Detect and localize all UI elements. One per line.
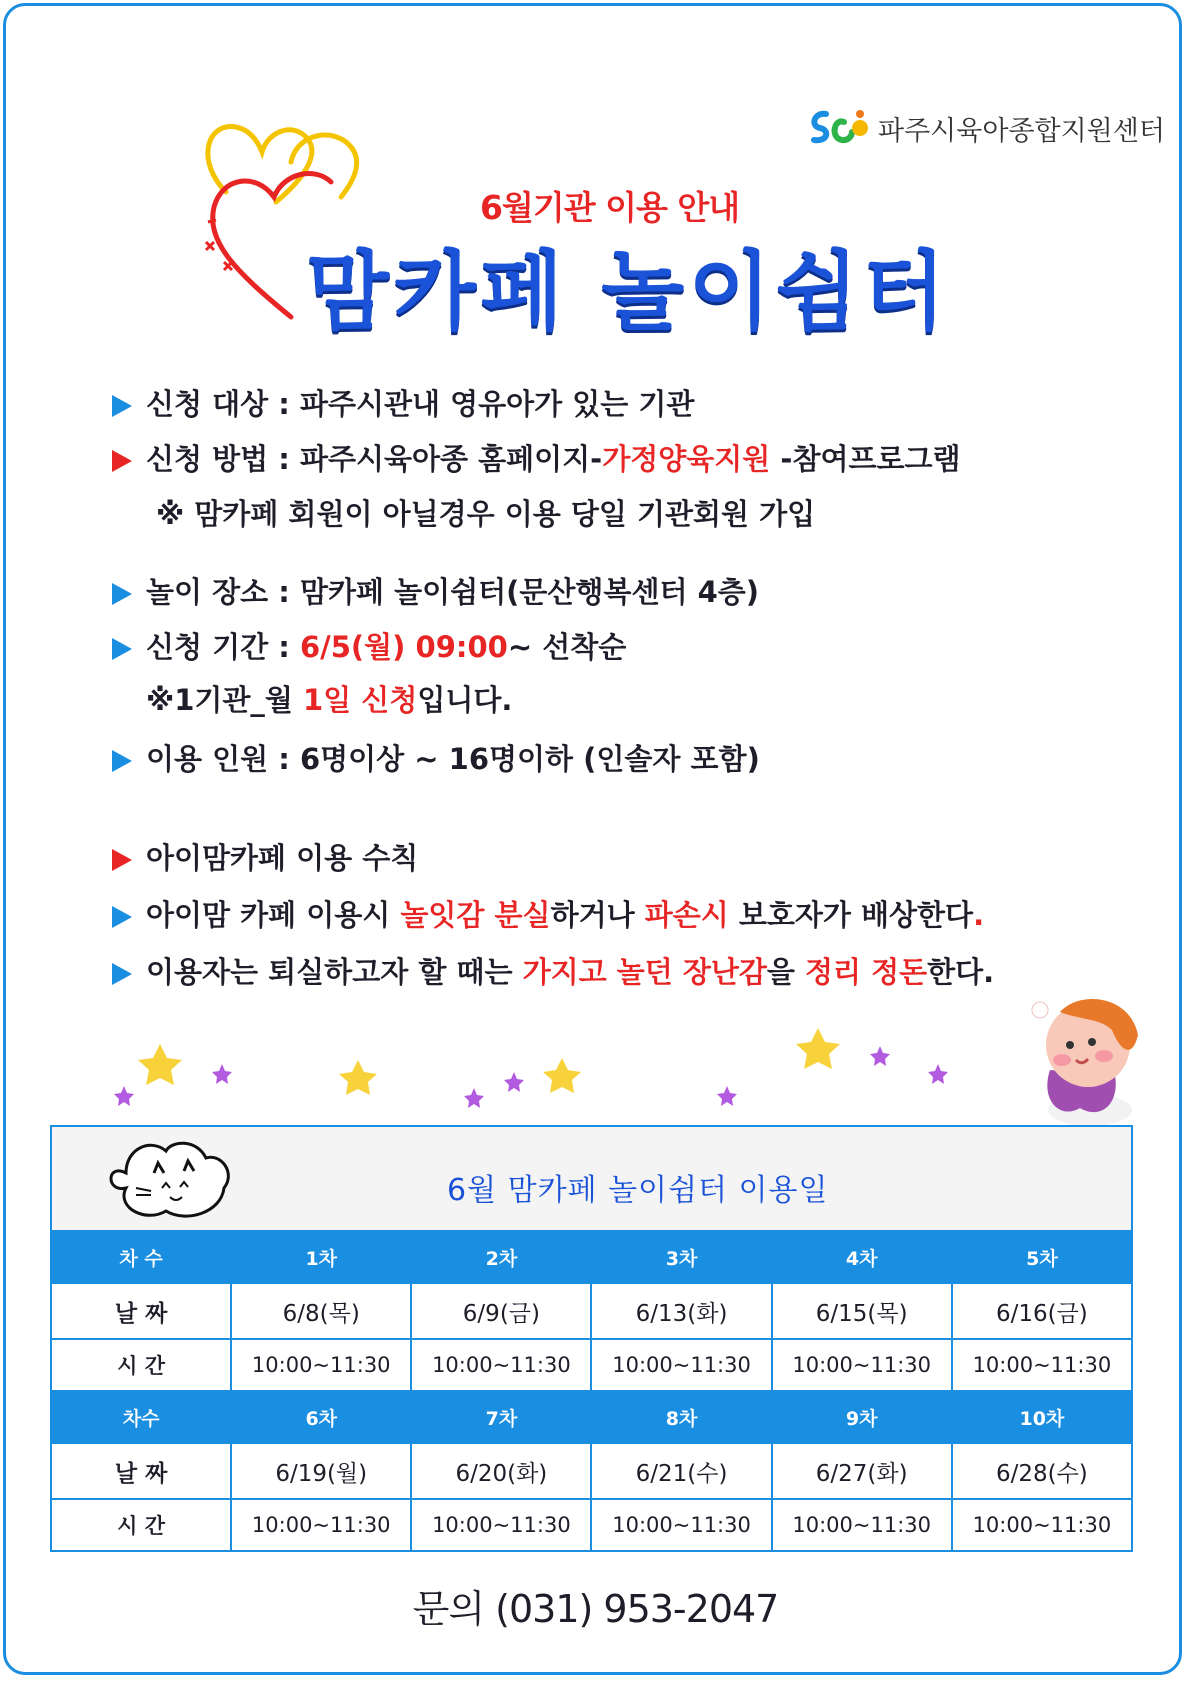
round-label: 차 수 [51, 1231, 231, 1283]
date-cell: 6/8(목) [231, 1283, 411, 1339]
date-cell: 6/16(금) [952, 1283, 1132, 1339]
blue-triangle-icon [112, 906, 132, 928]
round-cell: 3차 [591, 1231, 771, 1283]
red-triangle-icon [112, 450, 132, 472]
time-cell: 10:00~11:30 [772, 1499, 952, 1551]
round-cell: 5차 [952, 1231, 1132, 1283]
time-cell: 10:00~11:30 [231, 1339, 411, 1391]
blue-triangle-icon [112, 750, 132, 772]
blue-triangle-icon [112, 583, 132, 605]
info-place: 놀이 장소 : 맘카페 놀이쉼터(문산행복센터 4층) [112, 570, 759, 611]
schedule-caption: 6월 맘카페 놀이쉼터 이용일 [447, 1173, 829, 1208]
blue-triangle-icon [112, 963, 132, 985]
date-cell: 6/27(화) [772, 1443, 952, 1499]
date-cell: 6/20(화) [411, 1443, 591, 1499]
round-cell: 10차 [952, 1391, 1132, 1443]
center-logo [808, 108, 1165, 148]
time-cell: 10:00~11:30 [591, 1499, 771, 1551]
round-cell: 4차 [772, 1231, 952, 1283]
date-cell: 6/21(수) [591, 1443, 771, 1499]
round-cell: 9차 [772, 1391, 952, 1443]
date-cell: 6/9(금) [411, 1283, 591, 1339]
header-title: 맘카페 놀이쉼터 [306, 242, 950, 342]
time-cell: 10:00~11:30 [411, 1499, 591, 1551]
table-row [51, 1391, 1132, 1443]
header-subtitle: 6월기관 이용 안내 [480, 188, 740, 227]
table-row [51, 1283, 1132, 1339]
round-cell: 8차 [591, 1391, 771, 1443]
date-cell: 6/19(월) [231, 1443, 411, 1499]
blue-triangle-icon [112, 638, 132, 660]
time-label: 시 간 [51, 1339, 231, 1391]
info-limit: ※1기관_월 1일 신청입니다. [146, 683, 513, 717]
info-period: 신청 기간 : 6/5(월) 09:00~ 선착순 [112, 625, 626, 666]
rule-1: 아이맘 카페 이용시 놀잇감 분실하거나 파손시 보호자가 배상한다. [112, 893, 984, 934]
time-cell: 10:00~11:30 [411, 1339, 591, 1391]
info-method: 신청 방법 : 파주시육아종 홈페이지-가정양육지원 -참여프로그램 [112, 437, 961, 478]
red-triangle-icon [112, 849, 132, 871]
time-cell: 10:00~11:30 [952, 1499, 1132, 1551]
rule-2: 이용자는 퇴실하고자 할 때는 가지고 놀던 장난감을 정리 정돈한다. [112, 950, 994, 991]
cat-doodle-icon [96, 1133, 236, 1225]
contact-phone: 문의 (031) 953-2047 [412, 1587, 779, 1631]
round-cell: 7차 [411, 1391, 591, 1443]
stars-decoration [100, 1020, 960, 1120]
schedule-table [50, 1125, 1133, 1552]
info-capacity: 이용 인원 : 6명이상 ~ 16명이하 (인솔자 포함) [112, 737, 760, 778]
date-label: 날 짜 [51, 1443, 231, 1499]
center-logo-icon [808, 108, 870, 148]
time-label: 시 간 [51, 1499, 231, 1551]
center-logo-text: 파주시육아종합지원센터 [878, 115, 1165, 147]
table-row [51, 1339, 1132, 1391]
info-member-note: ※ 맘카페 회원이 아닐경우 이용 당일 기관회원 가입 [156, 497, 816, 531]
time-cell: 10:00~11:30 [772, 1339, 952, 1391]
table-row [51, 1231, 1132, 1283]
time-cell: 10:00~11:30 [591, 1339, 771, 1391]
date-label: 날 짜 [51, 1283, 231, 1339]
round-cell: 2차 [411, 1231, 591, 1283]
blue-triangle-icon [112, 395, 132, 417]
info-target: 신청 대상 : 파주시관내 영유아가 있는 기관 [112, 382, 694, 423]
date-cell: 6/15(목) [772, 1283, 952, 1339]
time-cell: 10:00~11:30 [952, 1339, 1132, 1391]
round-cell: 1차 [231, 1231, 411, 1283]
child-illustration [1020, 990, 1145, 1125]
date-cell: 6/13(화) [591, 1283, 771, 1339]
schedule-caption-cell [51, 1126, 1132, 1231]
time-cell: 10:00~11:30 [231, 1499, 411, 1551]
round-label: 차수 [51, 1391, 231, 1443]
table-row [51, 1499, 1132, 1551]
table-row [51, 1443, 1132, 1499]
rules-title: 아이맘카페 이용 수칙 [112, 836, 418, 877]
round-cell: 6차 [231, 1391, 411, 1443]
date-cell: 6/28(수) [952, 1443, 1132, 1499]
